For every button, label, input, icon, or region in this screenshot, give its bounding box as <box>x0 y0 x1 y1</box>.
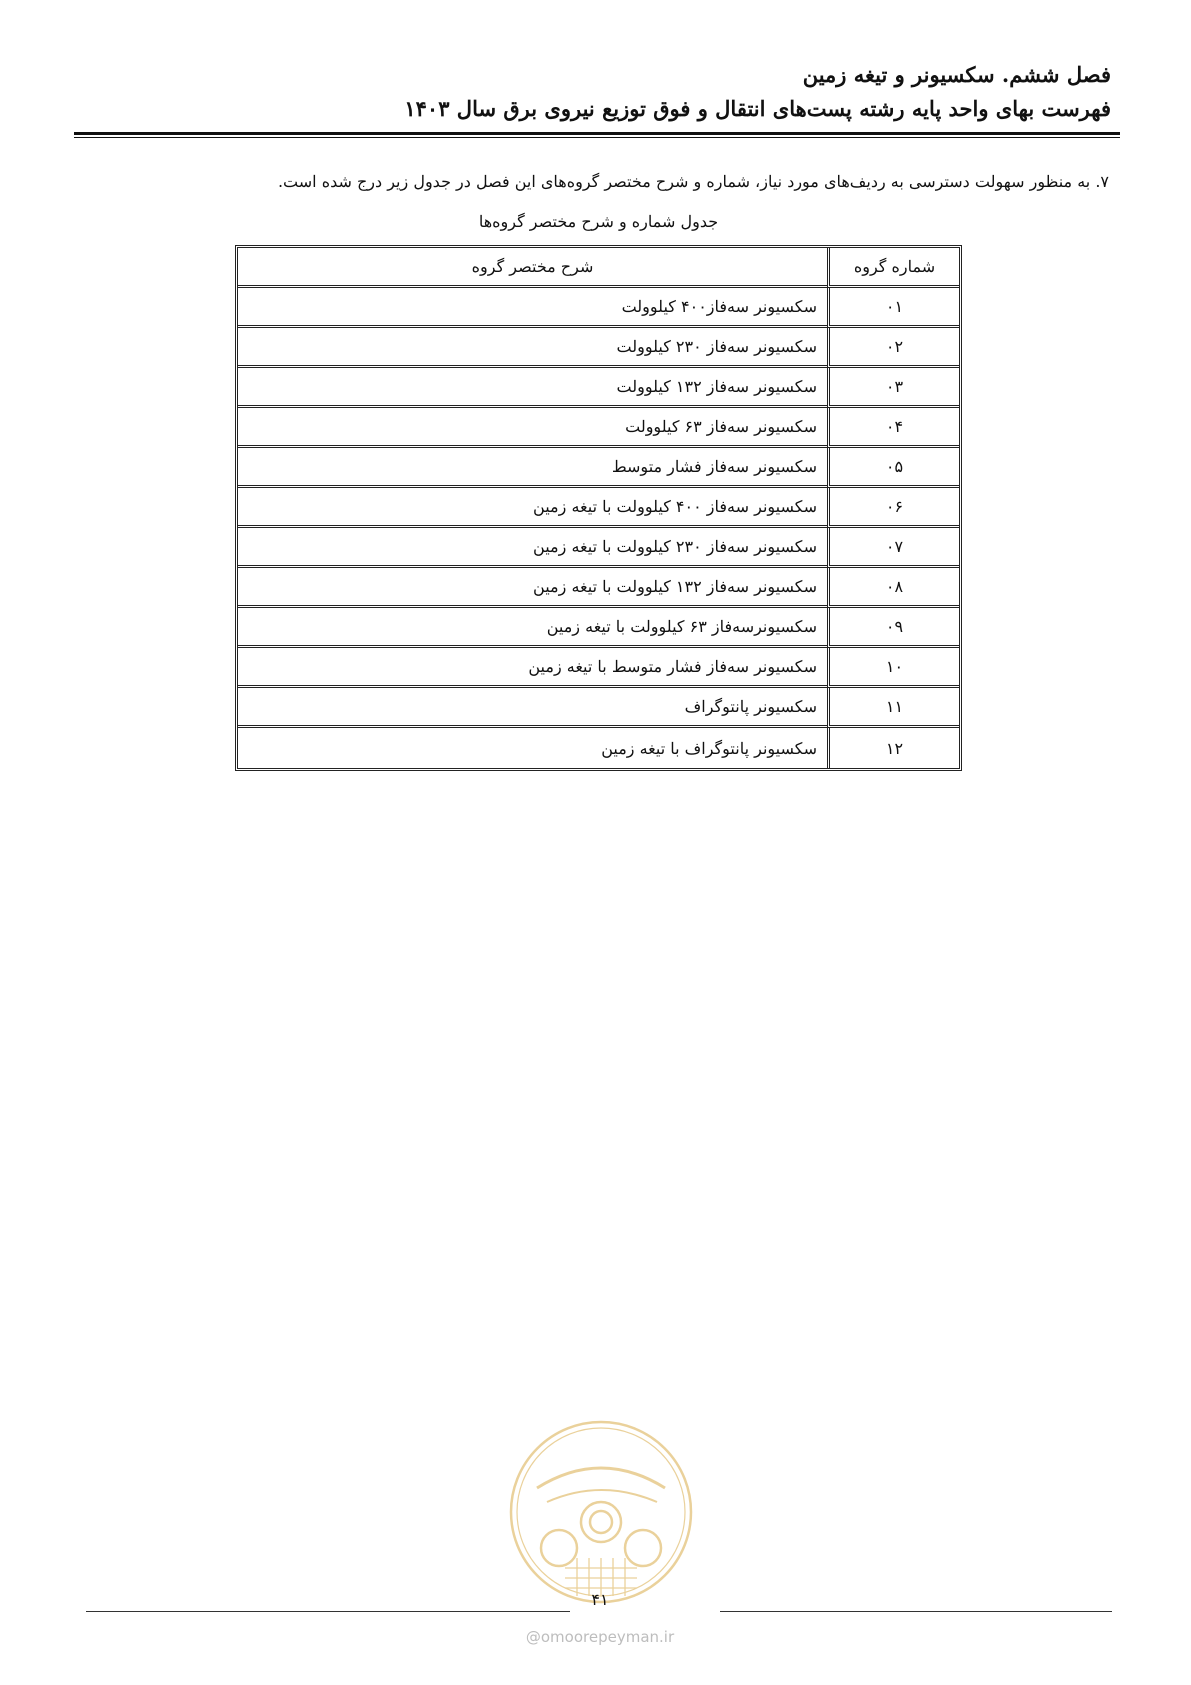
table-row <box>238 408 959 448</box>
page-header <box>81 58 1111 126</box>
group-number-cell: ۰۵ <box>827 448 959 488</box>
group-number-cell: ۰۶ <box>827 488 959 528</box>
group-description-cell: سکسیونرسه‌فاز ۶۳ کیلوولت با تیغه زمین <box>238 608 827 648</box>
header-group-number: شماره گروه <box>827 248 959 288</box>
table-row <box>238 448 959 488</box>
group-description-cell: سکسیونر سه‌فاز فشار متوسط با تیغه زمین <box>238 648 827 688</box>
table-row <box>238 648 959 688</box>
group-description-cell: سکسیونر سه‌فاز ۴۰۰ کیلوولت با تیغه زمین <box>238 488 827 528</box>
table-row <box>238 368 959 408</box>
group-number-cell: ۱۱ <box>827 688 959 728</box>
group-description-cell: سکسیونر پانتوگراف با تیغه زمین <box>601 738 817 758</box>
group-description-cell: سکسیونر سه‌فاز۴۰۰ کیلوولت <box>238 288 827 328</box>
group-table <box>235 245 962 771</box>
footer-rule-left <box>86 1611 570 1612</box>
table-header-row <box>238 248 959 288</box>
table-row <box>238 568 959 608</box>
table-row <box>238 328 959 368</box>
table-row <box>238 528 959 568</box>
group-number-cell: ۰۸ <box>827 568 959 608</box>
group-description-cell: سکسیونر سه‌فاز فشار متوسط <box>238 448 827 488</box>
table-body <box>238 288 959 768</box>
table-row <box>238 288 959 328</box>
table-row <box>238 488 959 528</box>
table-caption: جدول شماره و شرح مختصر گروه‌ها <box>478 212 719 231</box>
table-row <box>238 728 959 768</box>
table-row <box>238 688 959 728</box>
group-number-cell: ۰۱ <box>827 288 959 328</box>
table-row <box>238 608 959 648</box>
group-description-cell: سکسیونر سه‌فاز ۱۳۲ کیلوولت <box>238 368 827 408</box>
group-number-cell: ۰۳ <box>827 368 959 408</box>
group-description-cell: سکسیونر سه‌فاز ۲۳۰ کیلوولت <box>238 328 827 368</box>
group-description-cell: سکسیونر سه‌فاز ۲۳۰ کیلوولت با تیغه زمین <box>238 528 827 568</box>
header-group-description: شرح مختصر گروه <box>238 248 827 288</box>
group-number-cell: ۰۹ <box>827 608 959 648</box>
watermark-url: @omoorepeyman.ir <box>525 1628 675 1646</box>
group-number-cell: ۱۲ <box>827 728 959 768</box>
header-rule-thin <box>74 137 1120 138</box>
book-title: فهرست بهای واحد پایه رشته پست‌های انتقال و فوق توزیع نیروی برق سال ۱۴۰۳ <box>404 96 1111 121</box>
page-number: ۴۱ <box>591 1590 609 1609</box>
group-number-cell: ۰۴ <box>827 408 959 448</box>
watermark-logo <box>507 1418 695 1606</box>
footer-rule-right <box>720 1611 1112 1612</box>
group-number-cell: ۰۲ <box>827 328 959 368</box>
group-description-cell: سکسیونر سه‌فاز ۶۳ کیلوولت <box>238 408 827 448</box>
group-number-cell: ۱۰ <box>827 648 959 688</box>
group-description-cell: سکسیونر پانتوگراف <box>238 688 827 728</box>
chapter-title: فصل ششم. سکسیونر و تیغه زمین <box>802 62 1111 87</box>
intro-paragraph: ۷. به منظور سهولت دسترسی به ردیف‌های مورد نیاز، شماره و شرح مختصر گروه‌های این فصل در جدول زیر درج شده است. <box>277 172 1109 191</box>
group-description-cell: سکسیونر سه‌فاز ۱۳۲ کیلوولت با تیغه زمین <box>238 568 827 608</box>
header-rule-thick <box>74 132 1120 135</box>
group-number-cell: ۰۷ <box>827 528 959 568</box>
